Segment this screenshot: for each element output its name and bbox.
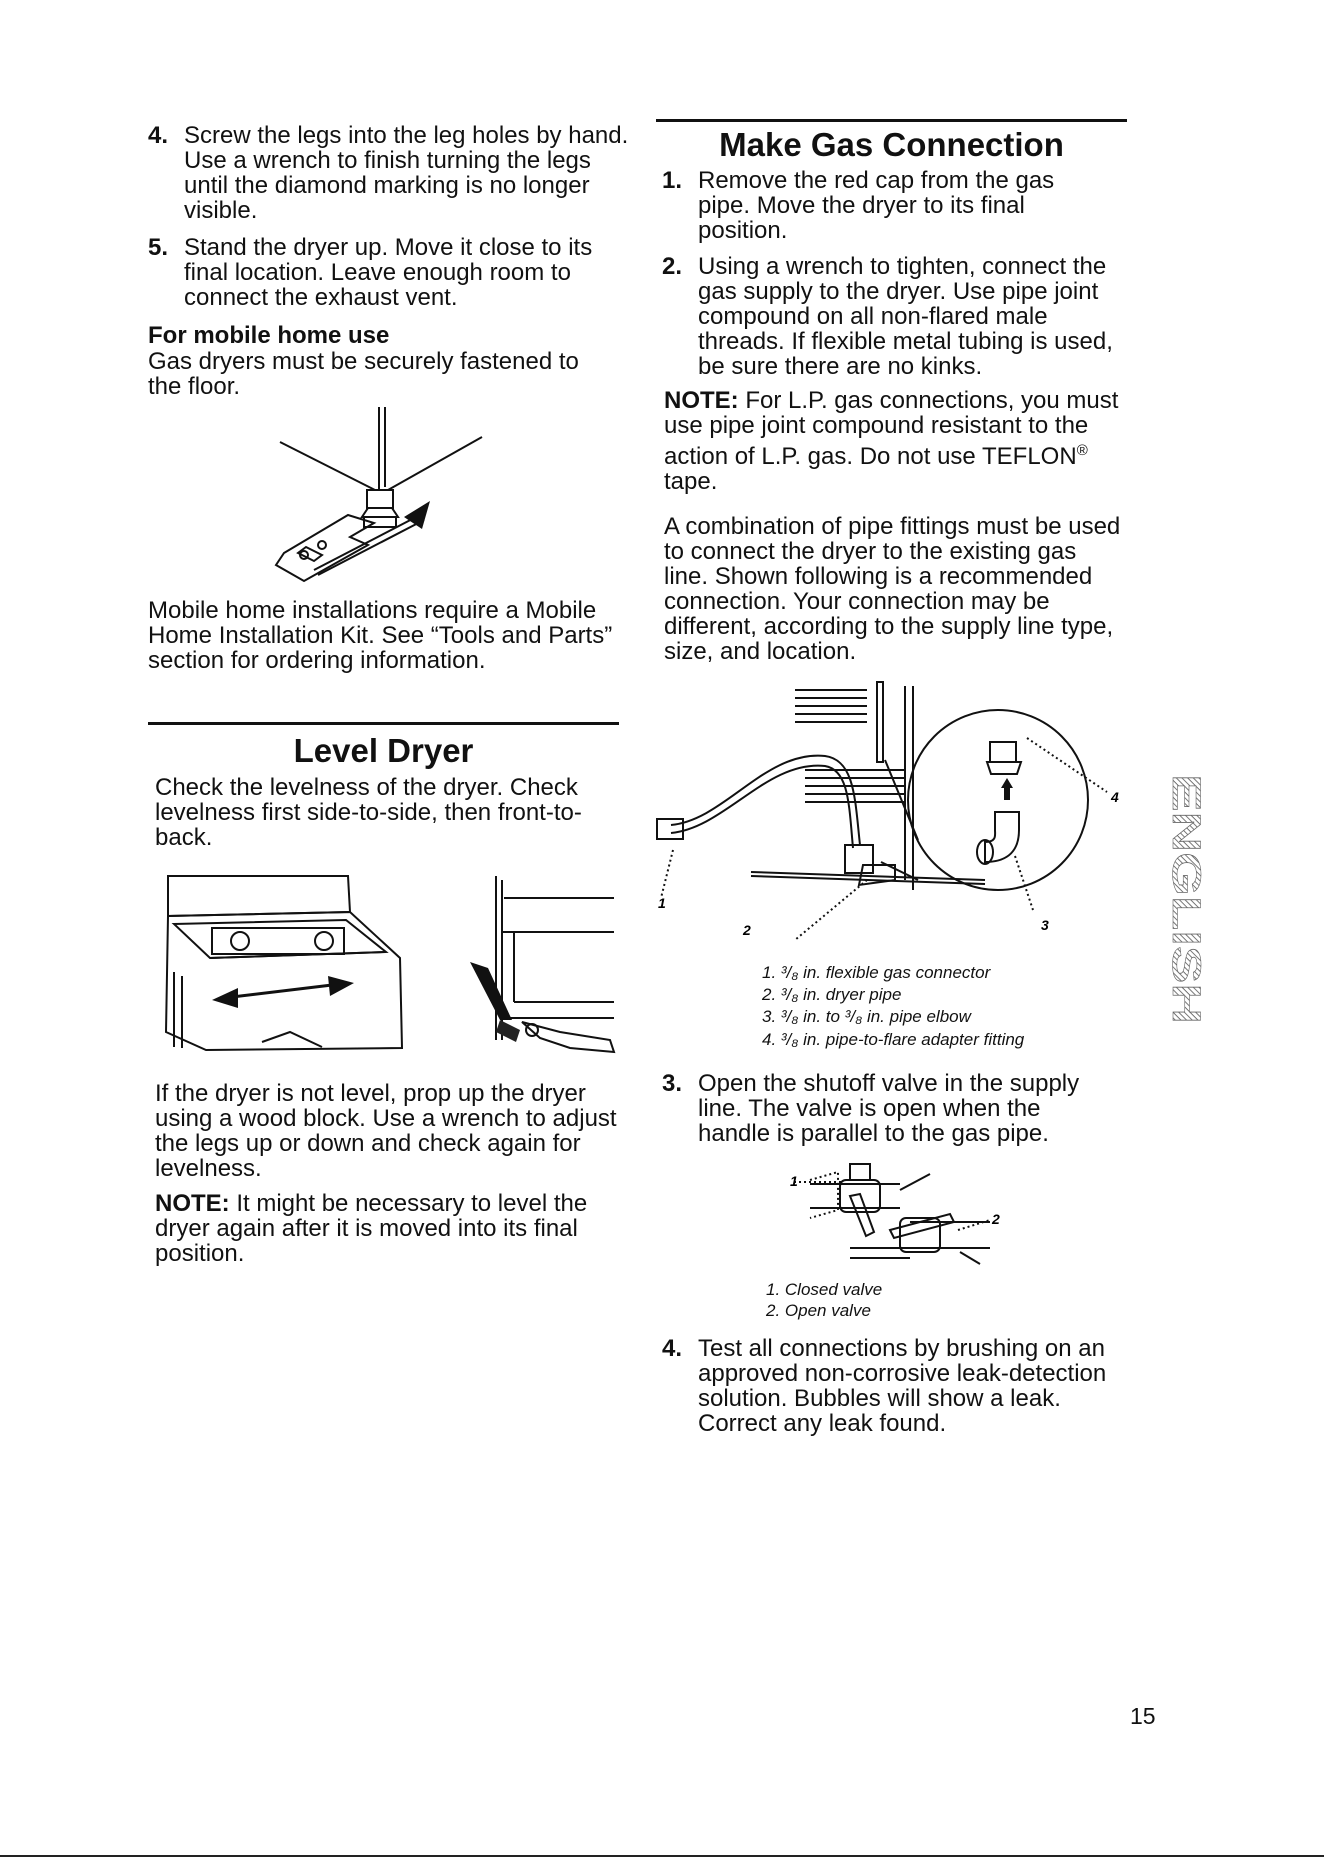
mobile-kit-text: Mobile home installations require a Mobile Home Installation Kit. See “Tools and Parts” section for ordering information.	[148, 597, 613, 674]
note-text: For L.P. gas connections, you must use pipe joint compound resistant to the action of L.P. gas. Do not use TEFLON	[664, 387, 1119, 470]
note-text: It might be necessary to level the dryer again after it is moved into its final position.	[155, 1190, 588, 1267]
mobile-home-heading: For mobile home use	[148, 322, 390, 349]
gas-connection-figure	[655, 680, 1135, 940]
step-text: Open the shutoff valve in the supply line. The valve is open when the handle is parallel to the gas pipe.	[698, 1070, 1080, 1147]
valve-caption-2: 2. Open valve	[766, 1301, 871, 1320]
step-5-left	[148, 235, 628, 310]
callout-2: 2	[743, 922, 751, 938]
note-label: NOTE:	[664, 387, 739, 414]
valve-caption-1: 1. Closed valve	[766, 1280, 883, 1299]
gas-caption-2: 2. ³/₈ in. dryer pipe	[762, 985, 902, 1004]
step-text: Screw the legs into the leg holes by hand. Use a wrench to finish turning the legs until the diamond marking is no longer visible.	[184, 122, 629, 224]
level-adjust-text: If the dryer is not level, prop up the dryer using a wood block. Use a wrench to adjust the legs up or down and check again for levelness.	[155, 1080, 617, 1182]
step-text: Stand the dryer up. Move it close to its final location. Leave enough room to connect the exhaust vent.	[184, 234, 593, 311]
valve-callout-1: 1	[790, 1173, 798, 1189]
level-note	[155, 1191, 617, 1266]
note-text-end: tape.	[664, 468, 718, 495]
registered-mark: ®	[1076, 442, 1088, 459]
valve-callout-2: 2	[992, 1211, 1000, 1227]
gas-caption-3: 3. ³/₈ in. to ³/₈ in. pipe elbow	[762, 1007, 971, 1026]
note-label: NOTE:	[155, 1190, 230, 1217]
step-number: 1.	[662, 167, 683, 194]
step-number: 4.	[148, 122, 169, 149]
callout-1: 1	[658, 895, 666, 911]
step-3-right	[662, 1071, 1130, 1146]
combination-text: A combination of pipe fittings must be used to connect the dryer to the existing gas line. Shown following is a recommended connection. Your connection may be different, according to the supply line type, size, and location.	[664, 513, 1121, 665]
language-side-tab	[1142, 770, 1208, 1028]
front-to-back-level-figure	[460, 872, 620, 1060]
level-dryer-text: Check the levelness of the dryer. Check levelness first side-to-side, then front-to-back.	[155, 774, 582, 851]
step-text: Using a wrench to tighten, connect the gas supply to the dryer. Use pipe joint compound on all non-flared male threads. If flexible metal tubing is used, be sure there are no kinks.	[698, 253, 1113, 380]
step-number: 5.	[148, 234, 169, 261]
page-number: 15	[1130, 1703, 1156, 1729]
level-dryer-heading: Level Dryer	[293, 732, 474, 769]
gas-connection-rule	[656, 119, 1127, 122]
gas-caption-4: 4. ³/₈ in. pipe-to-flare adapter fitting	[762, 1030, 1025, 1049]
level-dryer-rule	[148, 722, 619, 725]
step-4-left	[148, 123, 628, 223]
gas-note	[664, 388, 1119, 494]
step-number: 4.	[662, 1335, 683, 1362]
step-number: 3.	[662, 1070, 683, 1097]
step-text: Test all connections by brushing on an approved non-corrosive leak-detection solution. Bubbles will show a leak. Correct any leak found.	[698, 1335, 1107, 1437]
page-bottom-edge	[0, 1855, 1324, 1857]
gas-connection-heading: Make Gas Connection	[719, 126, 1064, 163]
step-2-right	[662, 254, 1130, 379]
callout-3: 3	[1041, 917, 1049, 933]
side-tab-label: ENGLISH	[1164, 774, 1208, 952]
step-4-right	[662, 1336, 1130, 1436]
mobile-home-text: Gas dryers must be securely fastened to the floor.	[148, 348, 579, 400]
step-1-right	[662, 168, 1130, 243]
mobile-home-leg-figure	[270, 405, 500, 575]
gas-caption-1: 1. ³/₈ in. flexible gas connector	[762, 963, 991, 982]
step-text: Remove the red cap from the gas pipe. Move the dryer to its final position.	[698, 167, 1055, 244]
step-number: 2.	[662, 253, 683, 280]
side-to-side-level-figure	[162, 872, 412, 1060]
shutoff-valve-figure	[790, 1160, 1010, 1280]
callout-4: 4	[1111, 789, 1119, 805]
